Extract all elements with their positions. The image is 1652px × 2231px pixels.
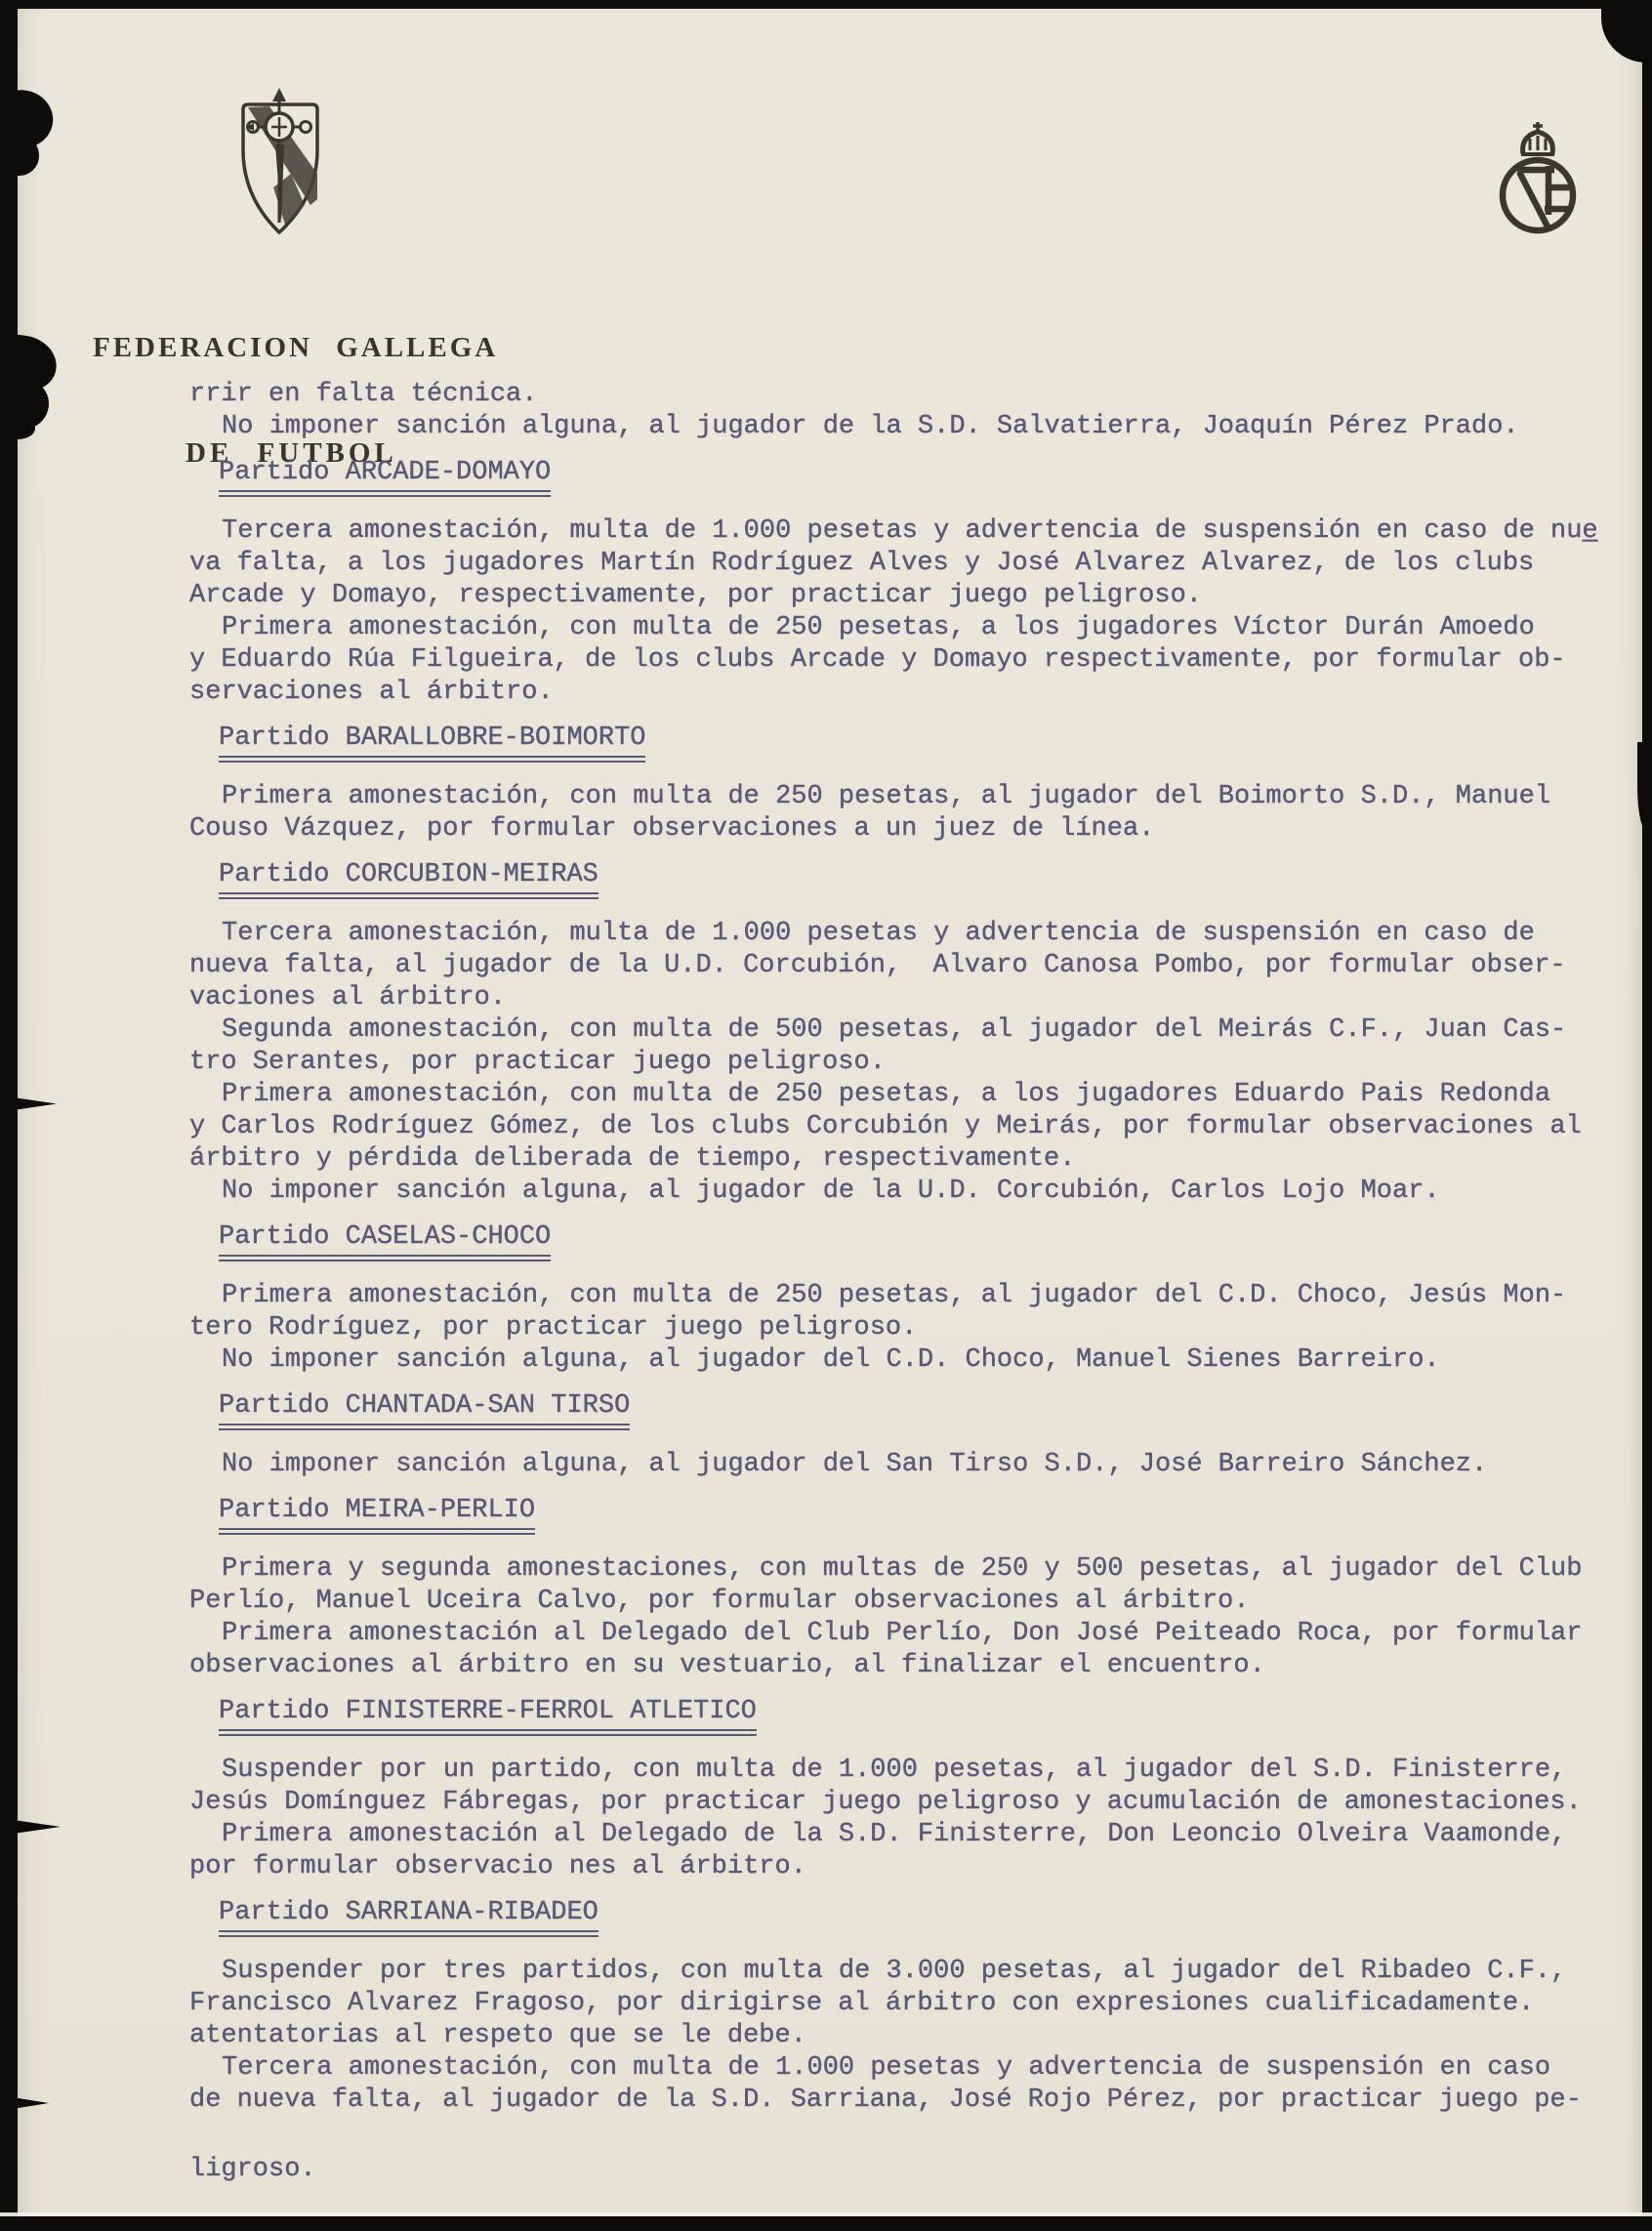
sanction-line: vaciones al árbitro. (189, 983, 507, 1012)
org-name-line2: DE FUTBOL (186, 437, 397, 469)
sanction-line: Primera amonestación, con multa de 250 pesetas, a los jugadores Víctor Durán Amoedo (222, 613, 1535, 642)
binding-mark (0, 418, 35, 439)
binding-slit (0, 2095, 49, 2111)
match-heading: Partido CASELAS-CHOCO (219, 1221, 551, 1261)
sanction-line: Primera amonestación, con multa de 250 pesetas, a los jugadores Eduardo Pais Redonda (222, 1080, 1551, 1109)
sanction-line: Francisco Alvarez Fragoso, por dirigirse al árbitro con expresiones cualificadamente. (189, 1989, 1535, 2018)
sanction-line: Suspender por tres partidos, con multa de 3.000 pesetas, al jugador del Ribadeo C.F., (222, 1957, 1567, 1986)
sanction-line: Primera amonestación, con multa de 250 pesetas, al jugador del Boimorto S.D., Manuel (222, 782, 1551, 811)
sanction-line: Tercera amonestación, multa de 1.000 pesetas y advertencia de suspensión en caso de (222, 919, 1535, 948)
sanction-line: y Carlos Rodríguez Gómez, de los clubs Corcubión y Meirás, por formular observaciones al (189, 1112, 1582, 1141)
sanction-line: Perlío, Manuel Uceira Calvo, por formular observaciones al árbitro. (189, 1587, 1250, 1616)
sanction-line: observaciones al árbitro en su vestuario, al finalizar el encuentro. (189, 1651, 1265, 1680)
sanction-line: por formular observacio nes al árbitro. (189, 1852, 806, 1881)
sanction-line: No imponer sanción alguna, al jugador del C.D. Choco, Manuel Sienes Barreiro. (222, 1345, 1440, 1375)
binding-slit (0, 1095, 57, 1112)
sanction-line: va falta, a los jugadores Martín Rodríguez Alves y José Alvarez Alvarez, de los clubs (189, 549, 1535, 578)
sanction-line: Primera amonestación al Delegado de la S.D. Finisterre, Don Leoncio Olveira Vaamonde, (222, 1820, 1567, 1849)
scan-edge-right (1642, 0, 1652, 2231)
match-heading: Partido CORCUBION-MEIRAS (219, 859, 599, 899)
sanction-line: Primera amonestación, con multa de 250 pesetas, al jugador del C.D. Choco, Jesús Mon- (222, 1281, 1567, 1310)
binding-slit (0, 1818, 61, 1836)
scan-edge-top (0, 0, 1652, 9)
sanction-line: rrir en falta técnica. (189, 380, 538, 409)
match-heading: Partido BARALLOBRE-BOIMORTO (219, 723, 645, 763)
sanction-line: Jesús Domínguez Fábregas, por practicar juego peligroso y acumulación de amonestaciones. (189, 1788, 1582, 1817)
sanction-line: Couso Vázquez, por formular observaciones a un juez de línea. (189, 814, 1155, 844)
match-heading: Partido SARRIANA-RIBADEO (219, 1897, 599, 1937)
match-heading: Partido FINISTERRE-FERROL ATLETICO (219, 1696, 757, 1736)
sanction-line: tero Rodríguez, por practicar juego peligroso. (189, 1313, 918, 1343)
sanction-line: servaciones al árbitro. (189, 678, 554, 707)
sanction-line: Segunda amonestación, con multa de 500 pesetas, al jugador del Meirás C.F., Juan Cas- (222, 1015, 1567, 1045)
org-name-line1: FEDERACION GALLEGA (93, 332, 499, 363)
sanction-line: No imponer sanción alguna, al jugador de la U.D. Corcubión, Carlos Lojo Moar. (222, 1177, 1440, 1206)
sanction-line: Tercera amonestación, con multa de 1.000 pesetas y advertencia de suspensión en caso (222, 2053, 1551, 2083)
crowned-fe-monogram-icon (1494, 119, 1582, 240)
sanction-line: nueva falta, al jugador de la U.D. Corcubión, Alvaro Canosa Pombo, por formular obser- (189, 951, 1566, 980)
sanction-line: y Eduardo Rúa Filgueira, de los clubs Arcade y Domayo respectivamente, por formular ob- (189, 645, 1566, 675)
match-heading: Partido MEIRA-PERLIO (219, 1495, 535, 1535)
scan-corner-top-right (1601, 0, 1652, 62)
sanction-line: Primera y segunda amonestaciones, con multas de 250 y 500 pesetas, al jugador del Club (222, 1554, 1583, 1584)
sanction-line: árbitro y pérdida deliberada de tiempo, respectivamente. (189, 1144, 1076, 1174)
sanction-line: Arcade y Domayo, respectivamente, por practicar juego peligroso. (189, 581, 1202, 610)
sanction-line: atentatorias al respeto que se le debe. (189, 2021, 806, 2050)
sanction-line: ligroso. (189, 2155, 316, 2184)
match-heading: Partido ARCADE-DOMAYO (219, 457, 551, 497)
scan-edge-bottom (0, 2216, 1652, 2231)
sanction-line: Primera amonestación al Delegado del Club Perlío, Don José Peiteado Roca, por formular (222, 1619, 1583, 1648)
federation-shield-icon (234, 86, 324, 238)
sanction-line: No imponer sanción alguna, al jugador de la S.D. Salvatierra, Joaquín Pérez Prado. (222, 412, 1519, 441)
document-body (189, 379, 1640, 2186)
sanction-line: de nueva falta, al jugador de la S.D. Sarriana, José Rojo Pérez, por practicar juego pe- (189, 2086, 1582, 2115)
sanction-line: No imponer sanción alguna, al jugador del San Tirso S.D., José Barreiro Sánchez. (222, 1450, 1488, 1479)
sanction-line: tro Serantes, por practicar juego peligroso. (189, 1048, 886, 1077)
match-heading: Partido CHANTADA-SAN TIRSO (219, 1390, 630, 1430)
scan-edge-right-bump (1637, 742, 1652, 830)
sanction-line: Suspender por un partido, con multa de 1.000 pesetas, al jugador del S.D. Finisterre, (222, 1756, 1567, 1785)
sanction-line: Tercera amonestación, multa de 1.000 pesetas y advertencia de suspensión en caso de nue̲ (222, 516, 1598, 546)
